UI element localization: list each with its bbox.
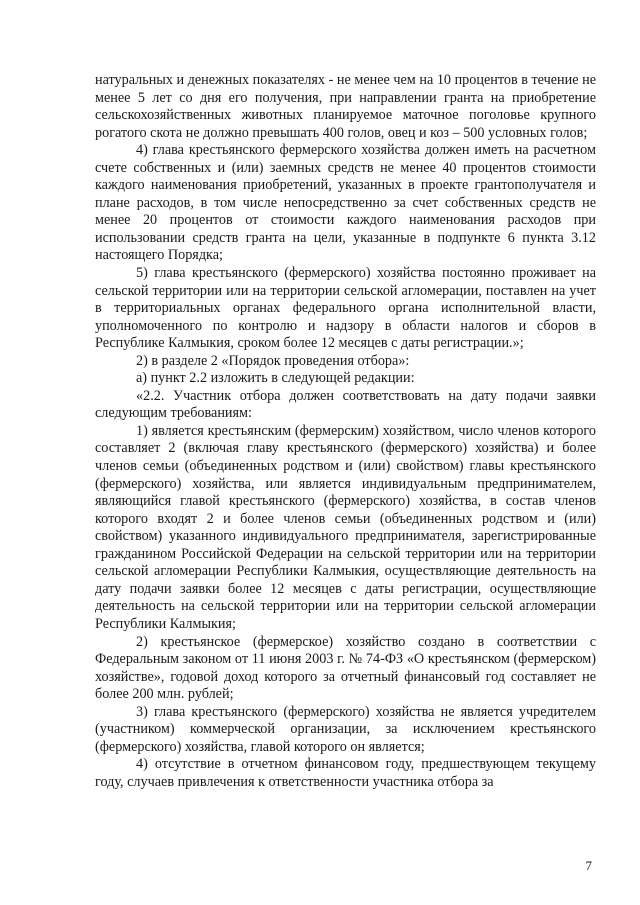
paragraph-requirement-2: 2) крестьянское (фермерское) хозяйство создано в соответствии с Федеральным законом от 11 июня 2003 г. № 74-ФЗ «О крестьянском (фермерском) хозяйстве», годовой доход которого за отчетный финансовый год составляет не более 200 млн. рублей; xyxy=(95,633,596,703)
paragraph-clause-2-2-intro: а) пункт 2.2 изложить в следующей редакции: xyxy=(136,370,415,387)
paragraph-item-5-residence: 5) глава крестьянского (фермерского) хозяйства постоянно проживает на сельской территории или на территории сельской агломерации, поставлен на учет в территориальных органах федерального органа исполнительной власти, уполномоченного по контролю и надзору в области налогов и сборов в Республике Калмыкия, сроком более 12 месяцев с даты регистрации.»; xyxy=(95,265,596,352)
paragraph-item-4-capital: 4) глава крестьянского фермерского хозяйства должен иметь на расчетном счете собственных и (или) заемных средств не менее 40 процентов стоимости каждого наименования приобретений, указанных в проекте грантополучателя и плане расходов, в том числе непосредственно за счет собственных средств не менее 20 процентов от стоимости каждого наименования расходов при использовании средств гранта на цели, указанные в подпункте 6 пункта 3.12 настоящего Порядка; xyxy=(95,142,596,264)
document-body xyxy=(95,72,596,791)
paragraph-requirement-3: 3) глава крестьянского (фермерского) хозяйства не является учредителем (участником) коммерческой организации, за исключением крестьянского (фермерского) хозяйства, главой которого он является; xyxy=(95,703,596,755)
paragraph-continuation: натуральных и денежных показателях - не менее чем на 10 процентов в течение не менее 5 лет со дня его получения, при направлении гранта на приобретение сельскохозяйственных животных планируемое маточное поголовье крупного рогатого скота не должно превышать 400 голов, овец и коз – 500 условных голов; xyxy=(95,72,596,141)
paragraph-requirement-1: 1) является крестьянским (фермерским) хозяйством, число членов которого составляет 2 (включая главу крестьянского (фермерского) хозяйства) и более членов семьи (объединенных родством и (или) свойством) главы крестьянского (фермерского) хозяйства, или является индивидуальным предпринимателем, являющийся главой крестьянского (фермерского) хозяйства, в состав членов которого входят 2 и более членов семьи (объединенных родством и (или) свойством) указанного индивидуального предпринимателя, зарегистрированные гражданином Российской Федерации на сельской территории или на территории сельской агломерации Республики Калмыкия, осуществляющие деятельность на дату подачи заявки более 12 месяцев с даты регистрации, осуществляющие деятельность на сельской территории или на территории сельской агломерации Республики Калмыкия; xyxy=(95,422,596,632)
paragraph-requirement-4: 4) отсутствие в отчетном финансовом году, предшествующем текущему году, случаев привлечения к ответственности участника отбора за xyxy=(95,756,596,790)
paragraph-section-2: 2) в разделе 2 «Порядок проведения отбора»: xyxy=(136,352,410,369)
page-number: 7 xyxy=(585,858,592,873)
paragraph-clause-2-2: «2.2. Участник отбора должен соответствовать на дату подачи заявки следующим требованиям: xyxy=(95,387,596,422)
